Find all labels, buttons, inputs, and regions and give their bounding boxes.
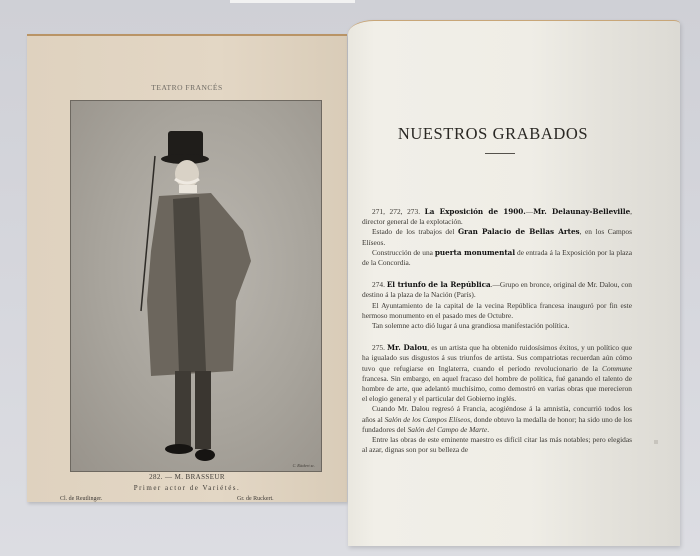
italic-text: Salón de los Campos Elíseos [384, 414, 471, 424]
text: Estado de los trabajos del [372, 227, 459, 237]
entry-heading: La Exposición de 1900. [424, 207, 526, 216]
engraving-credit: Gr. de Ruckert. [237, 496, 274, 502]
entry-number: 275. [372, 343, 385, 353]
photo-credit: Cl. de Reutlinger. [60, 496, 103, 502]
entry-text: .—Grupo en bronce, original de Mr. Dalou, con destino á la plaza de la Nación (París). [362, 280, 632, 300]
entry-275 [362, 343, 632, 404]
title-divider [485, 153, 515, 154]
text: . [487, 424, 490, 434]
text: Construcción de una [372, 247, 435, 257]
entry-271-273 [362, 207, 632, 227]
text: , donde obtuvo la medalla de honor; ha sido uno de los fundadores del [362, 414, 632, 434]
entry-number: 274. [372, 280, 385, 290]
text: Cuando Mr. Dalou regresó á Francia, acogiéndose á la amnistía, concurrió todos los años al [362, 404, 632, 424]
article-body [362, 207, 632, 455]
portrait-photo [70, 100, 322, 472]
caption-subtitle: Primer actor de Variétés. [133, 484, 241, 492]
bold-text: puerta monumental [434, 247, 516, 257]
entry-text: francesa. Sin embargo, en aquel fracaso del hombre de política, fué ganando el talento de hombre de arte, que adelantó muchísimo, como demostró en varias obras que merecieron el elogio general y el particular del Gobierno inglés. [362, 373, 632, 404]
caption-title: 282. — M. BRASSEUR [149, 473, 225, 481]
italic-text: Salón del Campo de Marte [407, 424, 488, 434]
entry-274 [362, 280, 632, 300]
right-page [348, 20, 680, 546]
background-paper-edge [230, 0, 355, 3]
paragraph [362, 404, 632, 435]
paragraph: El Ayuntamiento de la capital de la vecina República francesa inauguró por fin este hermoso monumento en el pasado mes de Octubre. [362, 300, 632, 320]
paper-speck [654, 440, 658, 444]
engraver-signature: C. Rückert sc. [292, 463, 315, 468]
entry-name: Mr. Delaunay-Belleville [533, 207, 631, 216]
text: , en los Campos Elíseos. [362, 227, 633, 247]
dash: — [525, 207, 534, 216]
paragraph [362, 248, 632, 268]
paragraph: Tan solemne acto dió lugar á una grandiosa manifestación política. [372, 321, 570, 331]
entry-number: 271, 272, 273. [372, 207, 421, 216]
entry-heading: El triunfo de la República [386, 280, 491, 290]
entry-heading: Mr. Dalou [387, 343, 428, 353]
text: de entrada á la Exposición por la plaza de la Concordia. [362, 247, 632, 268]
bold-text: Gran Palacio de Bellas Artes [458, 227, 580, 237]
left-page [27, 34, 347, 502]
paragraph [362, 227, 632, 247]
paragraph: Entre las obras de este eminente maestro es difícil citar las más notables; pero elegidas al azar, dignas son por su belleza de [362, 435, 632, 455]
italic-text: Commune [602, 363, 632, 373]
page-title: NUESTROS GRABADOS [397, 124, 589, 143]
entry-text: , director general de la explotación. [362, 207, 633, 227]
entry-text: , es un artista que ha obtenido ruidosísimos éxitos, y un político que ha igualado sus disgustos á sus triunfos de artista. Sus compatriotas recuerdan aún cómo tuvo que refugiarse en Inglaterra, cuando el período revolucionario de la [362, 343, 632, 373]
running-header: TEATRO FRANCÉS [151, 83, 223, 92]
man-in-top-hat-illustration [71, 101, 321, 471]
